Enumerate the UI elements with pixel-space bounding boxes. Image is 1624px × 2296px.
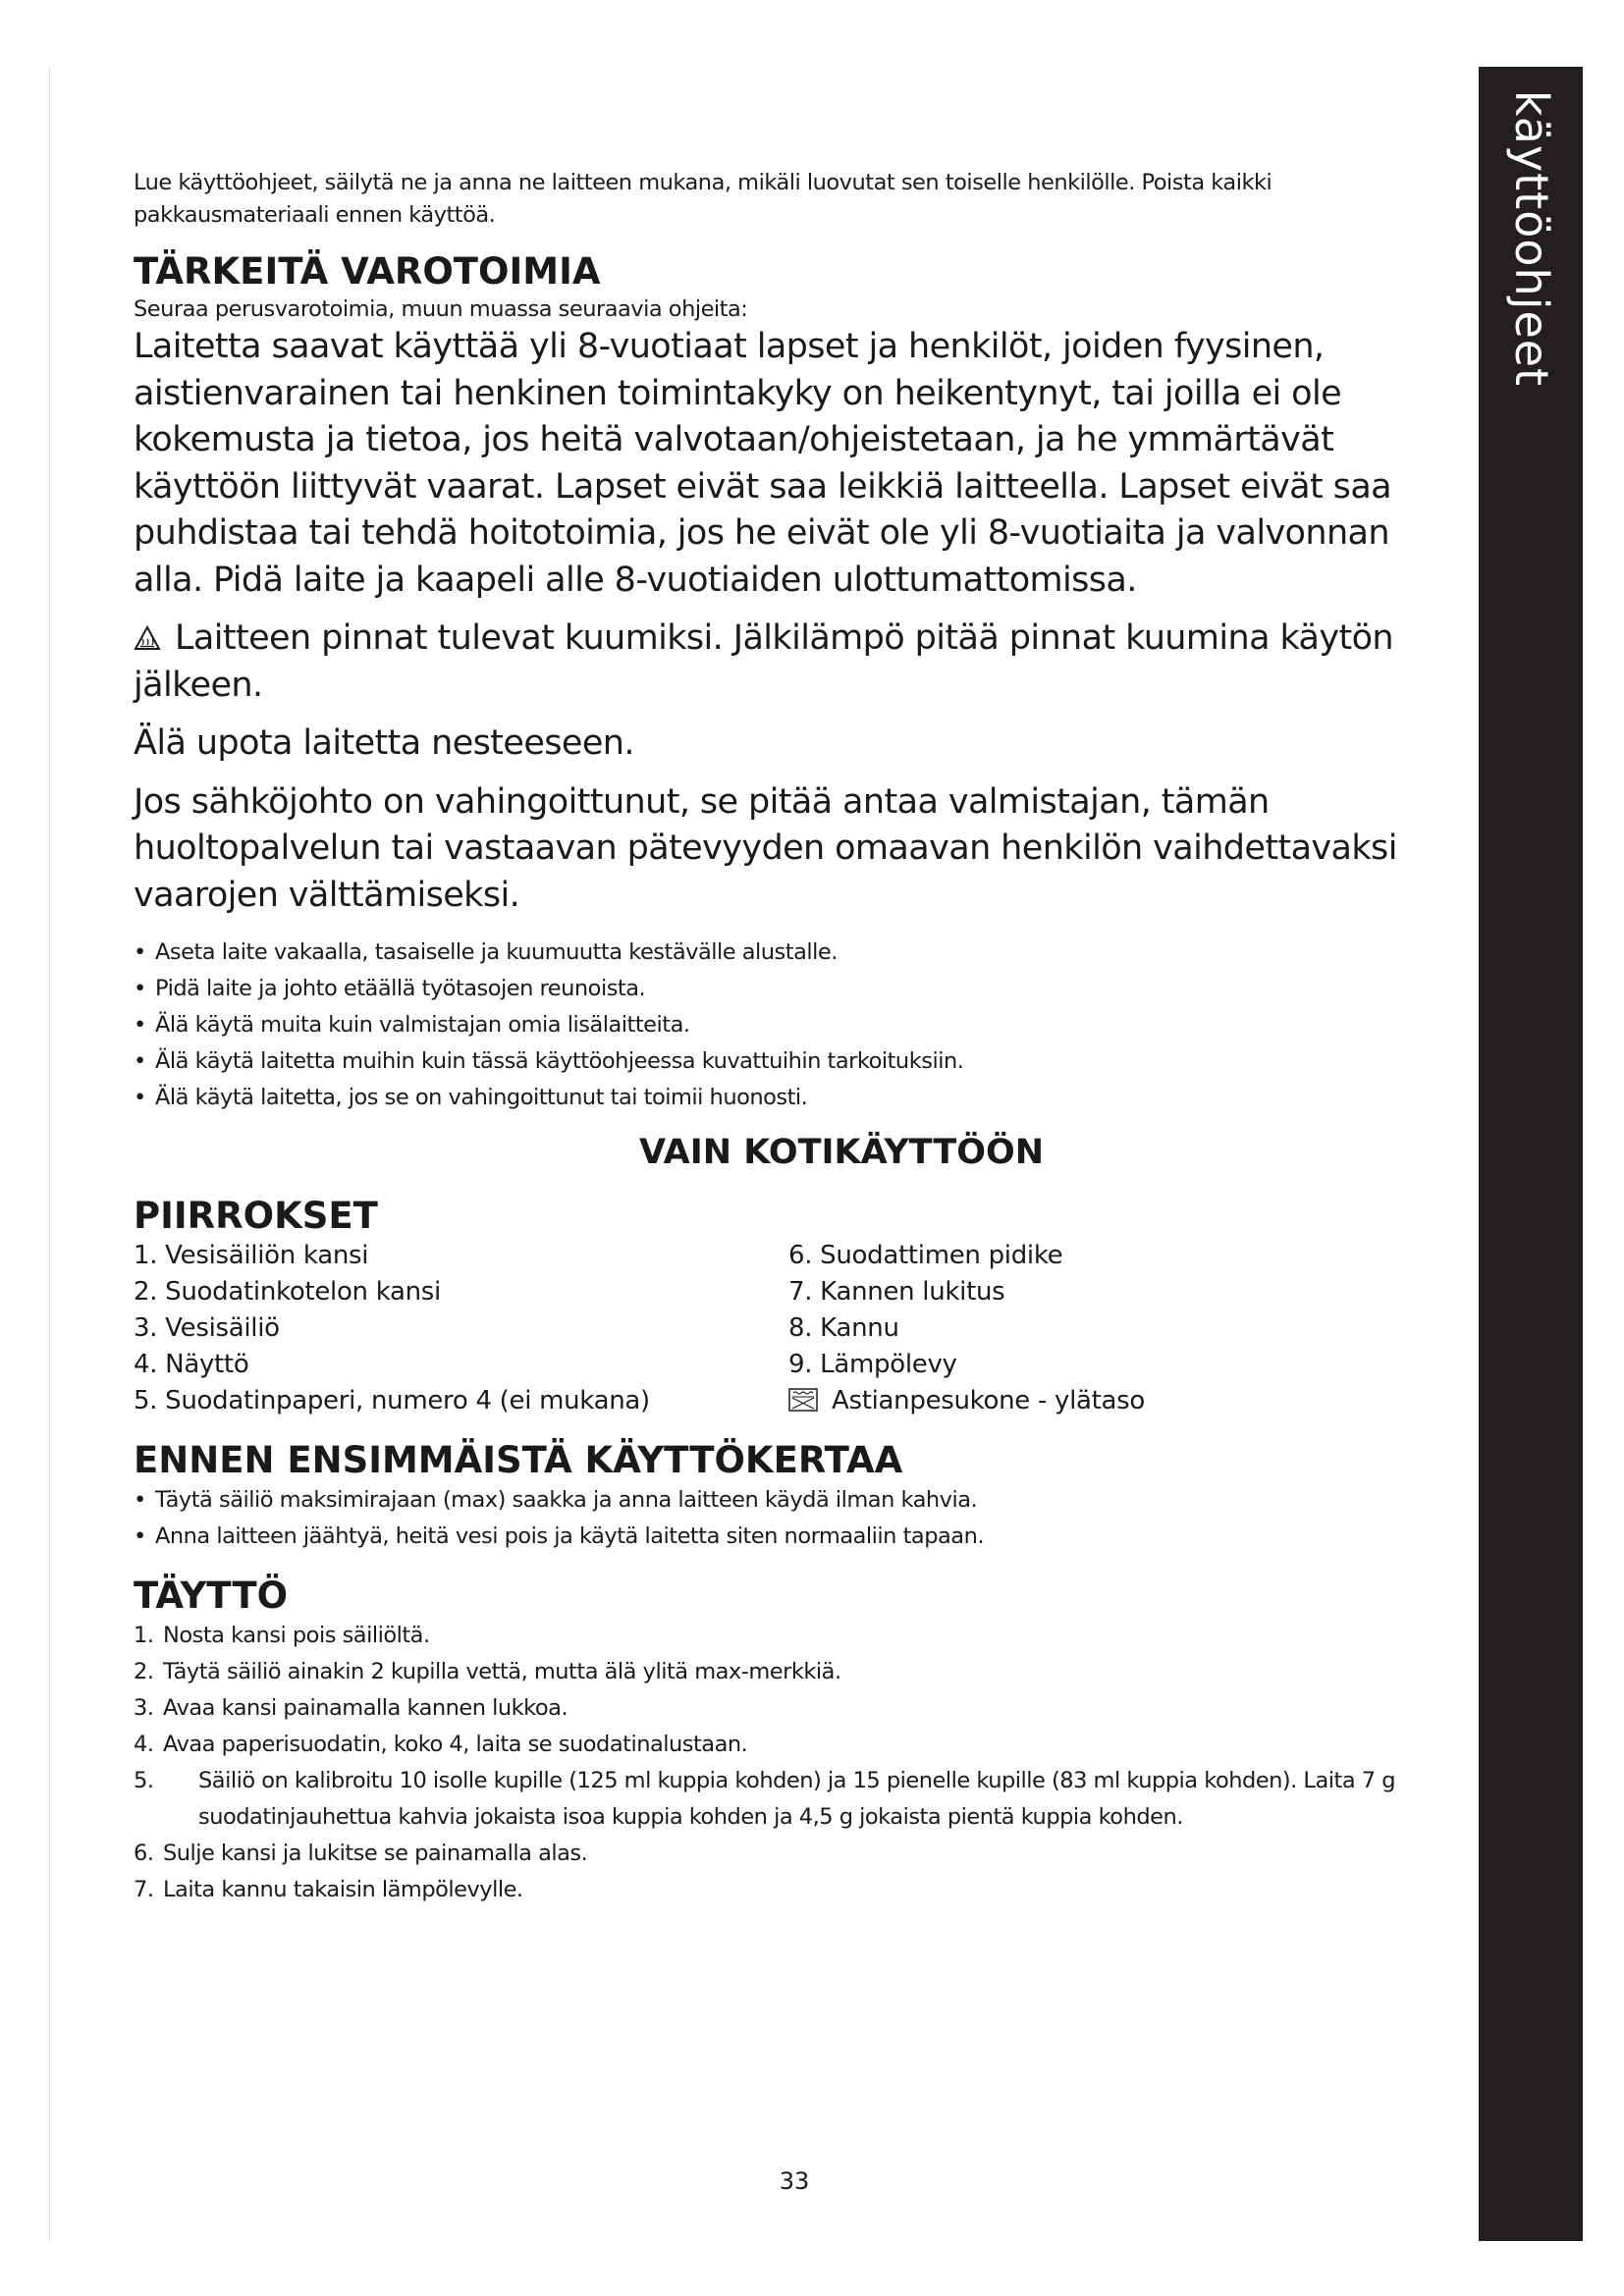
parts-heading: PIIRROKSET bbox=[134, 1195, 378, 1237]
safety-paragraph-immersion: Älä upota laitetta nesteeseen. bbox=[134, 723, 634, 763]
step-number: 4. bbox=[134, 1732, 154, 1757]
list-item: • Anna laitteen jäähtyä, heitä vesi pois ja käytä laitetta siten normaaliin tapaan. bbox=[134, 1519, 1461, 1555]
page-margin-line bbox=[49, 67, 50, 2241]
safety-paragraph-hot-surfaces bbox=[134, 615, 1461, 709]
list-item: • Älä käytä laitetta muihin kuin tässä käyttöohjeessa kuvattuihin tarkoituksiin. bbox=[134, 1043, 1461, 1080]
list-item bbox=[134, 1836, 1461, 1872]
step-number: 2. bbox=[134, 1659, 154, 1684]
dishwasher-note-text: Astianpesukone - ylätaso bbox=[832, 1386, 1146, 1415]
step-text: Avaa paperisuodatin, koko 4, laita se suodatinalustaan. bbox=[163, 1732, 748, 1757]
side-tab bbox=[1479, 67, 1583, 2241]
step-text: Säiliö on kalibroitu 10 isolle kupille (125 ml kuppia kohden) ja 15 pienelle kupille (83 ml kuppia kohden). Laita 7 g suodatinjauhettua kahvia jokaista isoa kuppia kohden ja 4,5 g jokaista pientä kuppia kohden. bbox=[198, 1768, 1396, 1830]
list-item: 7. Kannen lukitus bbox=[788, 1277, 1005, 1307]
list-item bbox=[134, 1763, 1461, 1836]
list-item bbox=[134, 1727, 1461, 1763]
parts-column-left bbox=[134, 1238, 788, 1419]
step-text: Avaa kansi painamalla kannen lukkoa. bbox=[163, 1695, 568, 1721]
filling-heading: TÄYTTÖ bbox=[134, 1575, 289, 1617]
list-item bbox=[134, 1618, 1461, 1654]
list-item: 5. Suodatinpaperi, numero 4 (ei mukana) bbox=[134, 1386, 650, 1415]
list-item: 1. Vesisäiliön kansi bbox=[134, 1241, 369, 1270]
list-item: • Täytä säiliö maksimirajaan (max) saakka ja anna laitteen käydä ilman kahvia. bbox=[134, 1482, 1461, 1519]
safety-paragraph-cord: Jos sähköjohto on vahingoittunut, se pitää antaa valmistajan, tämän huoltopalvelun tai vastaavan pätevyyden omaavan henkilön vaihdettavaksi vaarojen välttämiseksi. bbox=[134, 781, 1397, 915]
safety-subheading: Seuraa perusvarotoimia, muun muassa seuraavia ohjeita: bbox=[134, 296, 748, 322]
list-item: • Pidä laite ja johto etäällä työtasojen reunoista. bbox=[134, 971, 1461, 1007]
page-number: 33 bbox=[779, 2167, 810, 2195]
list-item: 2. Suodatinkotelon kansi bbox=[134, 1277, 441, 1307]
list-item bbox=[134, 1654, 1461, 1690]
list-item: • Älä käytä muita kuin valmistajan omia lisälaitteita. bbox=[134, 1007, 1461, 1043]
dishwasher-note bbox=[788, 1383, 1145, 1419]
dishwasher-icon bbox=[788, 1388, 818, 1412]
page-content bbox=[134, 167, 1461, 1908]
step-number: 7. bbox=[134, 1877, 154, 1902]
safety-bullet-list bbox=[134, 934, 1461, 1116]
home-use-notice: VAIN KOTIKÄYTTÖÖN bbox=[638, 1133, 1045, 1172]
step-text: Nosta kansi pois säiliöltä. bbox=[163, 1623, 430, 1648]
intro-text: Lue käyttöohjeet, säilytä ne ja anna ne laitteen mukana, mikäli luovutat sen toiselle henkilölle. Poista kaikki pakkausmateriaali ennen käyttöä. bbox=[134, 170, 1272, 228]
safety-heading: TÄRKEITÄ VAROTOIMIA bbox=[134, 250, 601, 293]
hot-surface-text: Laitteen pinnat tulevat kuumiksi. Jälkilämpö pitää pinnat kuumina käytön jälkeen. bbox=[134, 618, 1393, 705]
parts-list bbox=[134, 1238, 1461, 1419]
step-number: 3. bbox=[134, 1695, 154, 1721]
list-item: • Aseta laite vakaalla, tasaiselle ja kuumuutta kestävälle alustalle. bbox=[134, 934, 1461, 971]
list-item: 8. Kannu bbox=[788, 1313, 899, 1343]
list-item: • Älä käytä laitetta, jos se on vahingoittunut tai toimii huonosti. bbox=[134, 1080, 1461, 1116]
first-use-bullet-list bbox=[134, 1482, 1461, 1555]
step-number: 5. bbox=[134, 1768, 154, 1793]
step-text: Täytä säiliö ainakin 2 kupilla vettä, mutta älä ylitä max-merkkiä. bbox=[163, 1659, 841, 1684]
parts-column-right bbox=[788, 1238, 1145, 1419]
first-use-heading: ENNEN ENSIMMÄISTÄ KÄYTTÖKERTAA bbox=[134, 1439, 903, 1481]
side-tab-label: käyttöohjeet bbox=[1505, 89, 1558, 388]
list-item bbox=[134, 1872, 1461, 1908]
safety-paragraph-children: Laitetta saavat käyttää yli 8-vuotiaat lapset ja henkilöt, joiden fyysinen, aistienvarainen tai henkinen toimintakyky on heikentynyt, tai joilla ei ole kokemusta ja tietoa, jos heitä valvotaan/ohjeistetaan, ja he ymmärtävät käyttöön liittyvät vaarat. Lapset eivät saa leikkiä laitteella. Lapset eivät saa puhdistaa tai tehdä hoitotoimia, jos he eivät ole yli 8-vuotiaita ja valvonnan alla. Pidä laite ja kaapeli alle 8-vuotiaiden ulottumattomissa. bbox=[134, 327, 1392, 600]
step-text: Sulje kansi ja lukitse se painamalla alas. bbox=[163, 1841, 588, 1866]
list-item bbox=[134, 1690, 1461, 1727]
list-item: 3. Vesisäiliö bbox=[134, 1313, 280, 1343]
filling-steps-list bbox=[134, 1618, 1461, 1908]
list-item: 6. Suodattimen pidike bbox=[788, 1241, 1063, 1270]
list-item: 4. Näyttö bbox=[134, 1350, 249, 1379]
hot-surface-warning-icon bbox=[134, 625, 161, 651]
step-number: 1. bbox=[134, 1623, 154, 1648]
step-text: Laita kannu takaisin lämpölevylle. bbox=[163, 1877, 523, 1902]
list-item: 9. Lämpölevy bbox=[788, 1350, 957, 1379]
step-number: 6. bbox=[134, 1841, 154, 1866]
